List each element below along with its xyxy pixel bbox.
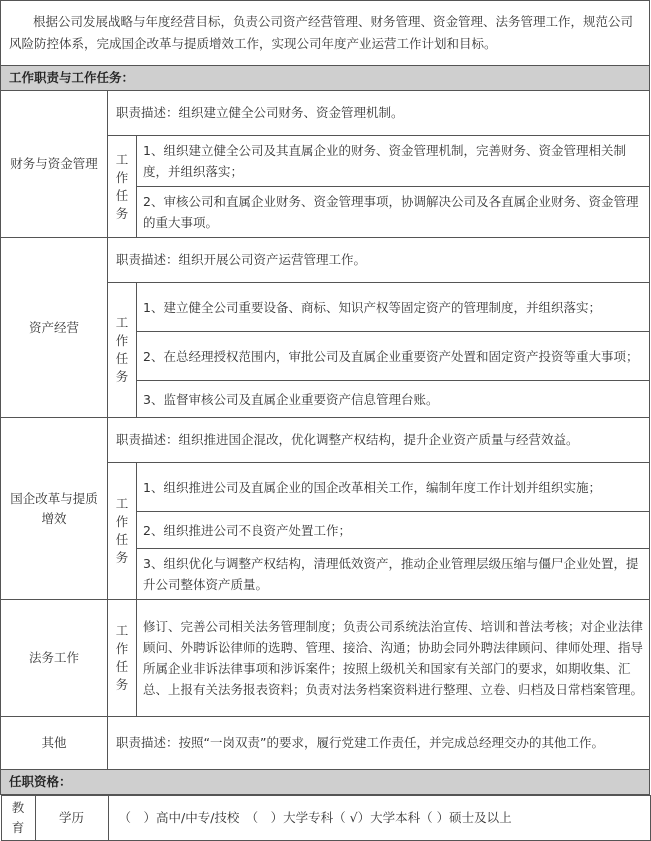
intro-row (1, 1, 650, 66)
section-reform-task-2: 2、组织推进公司不良资产处置工作； (137, 512, 650, 549)
section-reform-description: 职责描述：组织推进国企混改，优化调整产权结构，提升企业资产质量与经营效益。 (108, 418, 650, 463)
section-other-description: 职责描述：按照“一岗双责”的要求，履行党建工作责任，并完成总经理交办的其他工作。 (108, 717, 650, 770)
section-reform-task-1: 1、组织推进公司及直属企业的国企改革相关工作，编制年度工作计划并组织实施； (137, 463, 650, 512)
qualifications-header-row (1, 770, 650, 795)
education-key: 学历 (35, 796, 108, 841)
section-legal-task-label: 工 作 任 务 (108, 600, 137, 717)
section-finance-task-label: 工 作 任 务 (108, 136, 137, 238)
section-assets-task-2: 2、在总经理授权范围内，审批公司及直属企业重要资产处置和固定资产投资等重大事项； (137, 332, 650, 381)
education-row (1, 795, 650, 841)
education-label: 教 育 (1, 796, 35, 841)
section-other-row (1, 717, 650, 770)
section-finance-task-1: 1、组织建立健全公司及其直属企业的财务、资金管理机制，完善财务、资金管理相关制度，并组织落实； (137, 136, 650, 187)
section-reform-name: 国企改革与提质增效 (1, 418, 108, 600)
section-legal-name: 法务工作 (1, 600, 108, 717)
duties-header-row (1, 66, 650, 91)
section-legal-row (1, 600, 650, 717)
section-finance-name: 财务与资金管理 (1, 91, 108, 238)
section-assets-description: 职责描述：组织开展公司资产运营管理工作。 (108, 238, 650, 283)
section-assets-desc-row (1, 238, 650, 283)
education-table (1, 795, 651, 841)
section-assets-task-3: 3、监督审核公司及直属企业重要资产信息管理台账。 (137, 381, 650, 418)
intro-text: 根据公司发展战略与年度经营目标，负责公司资产经营管理、财务管理、资金管理、法务管理工作，规范公司风险防控体系，完成国企改革与提质增效工作，实现公司年度产业运营工作计划和目标。 (1, 1, 650, 66)
section-reform-desc-row (1, 418, 650, 463)
section-other-name: 其他 (1, 717, 108, 770)
section-assets-task-1: 1、建立健全公司重要设备、商标、知识产权等固定资产的管理制度，并组织落实； (137, 283, 650, 332)
duties-header: 工作职责与工作任务： (1, 66, 650, 91)
section-assets-task-label: 工 作 任 务 (108, 283, 137, 418)
qualifications-header: 任职资格： (1, 770, 650, 795)
section-finance-desc-row (1, 91, 650, 136)
section-assets-name: 资产经营 (1, 238, 108, 418)
section-reform-task-3: 3、组织优化与调整产权结构，清理低效资产，推动企业管理层级压缩与僵尸企业处置，提升公司整体资产质量。 (137, 549, 650, 600)
section-legal-task-1: 修订、完善公司相关法务管理制度；负责公司系统法治宣传、培训和普法考核；对企业法律顾问、外聘诉讼律师的选聘、管理、接洽、沟通；协助会同外聘法律顾问、律师处理、指导所属企业非诉法律事项和涉诉案件；按照上级机关和国家有关部门的要求，如期收集、汇总、上报有关法务报表资料；负责对法务档案资料进行整理、立卷、归档及日常档案管理。 (137, 600, 650, 717)
section-finance-description: 职责描述：组织建立健全公司财务、资金管理机制。 (108, 91, 650, 136)
education-value: （ ）高中/中专/技校 （ ）大学专科（ √）大学本科（ ）硕士及以上 (108, 796, 650, 841)
section-finance-task-2: 2、审核公司和直属企业财务、资金管理事项，协调解决公司及各直属企业财务、资金管理的重大事项。 (137, 187, 650, 238)
section-reform-task-label: 工 作 任 务 (108, 463, 137, 600)
